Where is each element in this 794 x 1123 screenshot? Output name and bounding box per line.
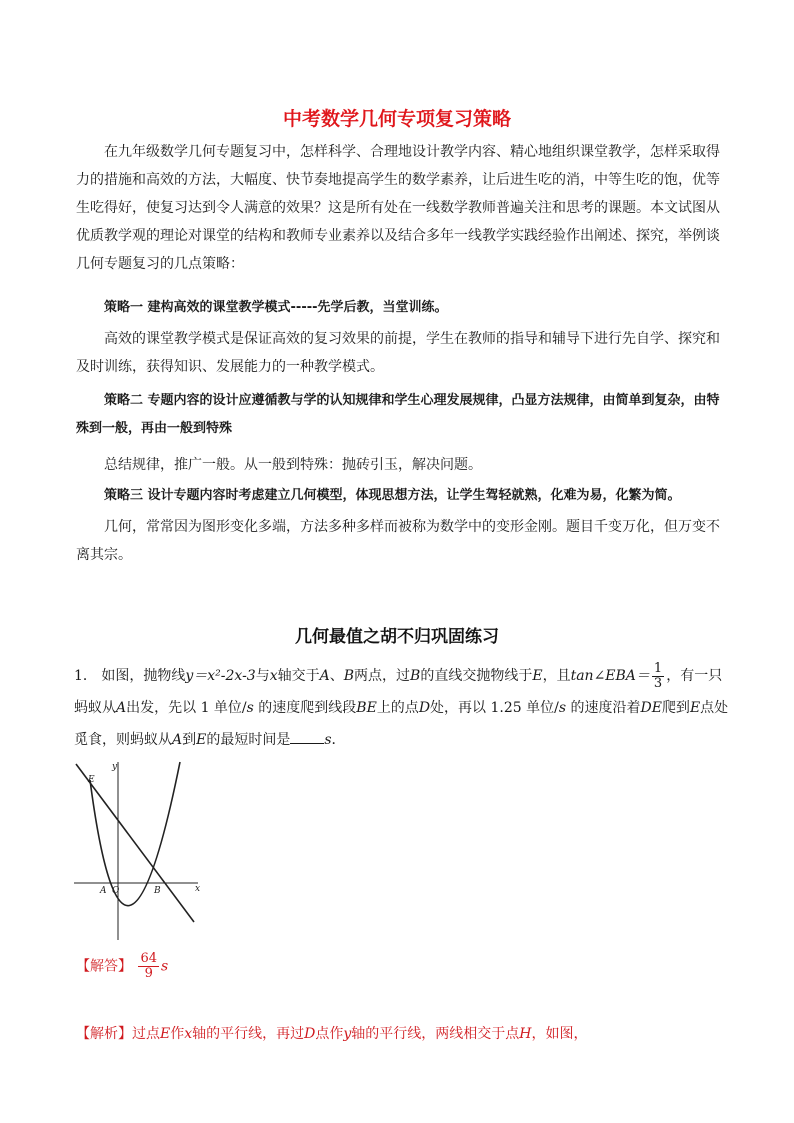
q-var: B	[343, 668, 355, 684]
analysis-text: 作	[170, 1026, 185, 1042]
label-a: A	[100, 886, 107, 896]
line-be	[76, 764, 194, 922]
answer-num: 64	[140, 951, 157, 966]
q-text: 出发，先以 1 单位/	[126, 700, 247, 716]
strategy-2-body: 总结规律，推广一般。从一般到特殊：抛砖引玉，解决问题。	[104, 457, 482, 473]
q-var: A	[116, 700, 127, 716]
q-var: DE	[640, 700, 662, 716]
label-o: O	[112, 886, 120, 896]
q-fraction-num: 1	[653, 660, 663, 676]
q-text: 的速度爬到线段	[253, 700, 357, 716]
label-b: B	[154, 886, 161, 896]
q-text: 两点，过	[354, 668, 411, 684]
analysis-var: D	[304, 1026, 316, 1042]
q-var: BE	[356, 700, 377, 716]
answer-tag: 【解答】	[76, 958, 132, 975]
answer-line	[76, 952, 168, 981]
analysis-var: x	[184, 1026, 193, 1042]
q-var: s	[558, 700, 567, 716]
answer-unit: s	[161, 958, 169, 975]
intro-paragraph: 在九年级数学几何专题复习中，怎样科学、合理地设计教学内容、精心地组织课堂教学，怎样采取得力的措施和高效的方法，大幅度、快节奏地提高学生的数学素养，让后进生吃的消，中等生吃的饱，优等生吃得好，使复习达到令人满意的效果？这是所有处在一线数学教师普遍关注和思考的课题。本文试图从优质教学观的理论对课堂的结构和教师专业素养以及结合多年一线教学实践经验作出阐述、探究，举例谈几何专题复习的几点策略：	[76, 144, 720, 272]
analysis-text: 轴的平行线，两线相交于点	[351, 1026, 520, 1042]
q-text: 爬到	[661, 700, 690, 716]
q-text: 处，再以 1.25 单位/	[430, 700, 559, 716]
analysis-var: y	[343, 1026, 352, 1042]
q-var: A	[172, 732, 183, 748]
q-text: 轴交于	[277, 668, 320, 684]
q-text: 上的点	[376, 700, 419, 716]
q-var: E	[689, 700, 701, 716]
q-text: 、	[329, 668, 344, 684]
analysis-text: 点作	[315, 1026, 344, 1042]
label-x: x	[195, 884, 201, 894]
q-equation: y＝x²-2x-3	[185, 668, 256, 684]
q-text: ．	[331, 732, 346, 748]
q-fraction-den: 3	[653, 675, 663, 691]
q-var: E	[196, 732, 207, 748]
q-var: E	[532, 668, 543, 684]
q-text: 的最短时间是	[206, 732, 291, 748]
answer-den: 9	[144, 966, 153, 981]
q-var: s	[246, 700, 254, 716]
analysis-line	[76, 1020, 736, 1048]
strategy-2-title: 策略二 专题内容的设计应遵循教与学的认知规律和学生心理发展规律，凸显方法规律，由简单到复杂，由特殊到一般，再由一般到特殊	[76, 393, 720, 436]
strategy-1-title: 策略一 建构高效的课堂教学模式-----先学后教，当堂训练。	[104, 300, 448, 315]
question-number: 1．	[74, 668, 97, 684]
strategy-1-body: 高效的课堂教学模式是保证高效的复习效果的前提，学生在教师的指导和辅导下进行先自学、探究和及时训练，获得知识、发展能力的一种教学模式。	[76, 331, 720, 375]
label-y: y	[112, 762, 118, 772]
q-text: 与	[255, 668, 270, 684]
q-var: s	[324, 732, 332, 748]
q-fraction	[652, 662, 664, 691]
q-var: D	[418, 700, 431, 716]
q-var: A	[319, 668, 330, 684]
q-var: x	[269, 668, 278, 684]
page-title: 中考数学几何专项复习策略	[282, 108, 511, 130]
q-text: 的直线交抛物线于	[420, 668, 533, 684]
analysis-text: ，如图，	[531, 1026, 588, 1042]
analysis-text: 轴的平行线，再过	[192, 1026, 305, 1042]
analysis-var: H	[519, 1026, 532, 1042]
analysis-tag: 【解析】	[76, 1026, 132, 1042]
answer-blank	[290, 729, 324, 744]
q-text: ，有一只蚂蚁从	[74, 668, 723, 716]
label-e: E	[88, 775, 95, 785]
q-text: 的速度沿着	[566, 700, 641, 716]
section-title: 几何最值之胡不归巩固练习	[295, 627, 499, 647]
q-var: B	[410, 668, 421, 684]
q-text: ，且	[542, 668, 571, 684]
strategy-3-title: 策略三 设计专题内容时考虑建立几何模型，体现思想方法，让学生驾轻就熟，化难为易，化繁为简。	[104, 488, 681, 503]
parabola-graph	[72, 760, 212, 945]
q-text: 到	[182, 732, 197, 748]
q-text: 点处觅食，则蚂蚁从	[74, 700, 729, 748]
q-text: 如图，抛物线	[101, 668, 186, 684]
question-1	[74, 660, 734, 756]
q-tan: tan∠EBA＝	[570, 668, 650, 684]
answer-fraction	[138, 952, 159, 981]
analysis-text: 过点	[132, 1026, 160, 1042]
analysis-var: E	[160, 1026, 171, 1042]
strategy-3-body: 几何，常常因为图形变化多端，方法多种多样而被称为数学中的变形金刚。题目千变万化，但万变不离其宗。	[76, 519, 720, 563]
